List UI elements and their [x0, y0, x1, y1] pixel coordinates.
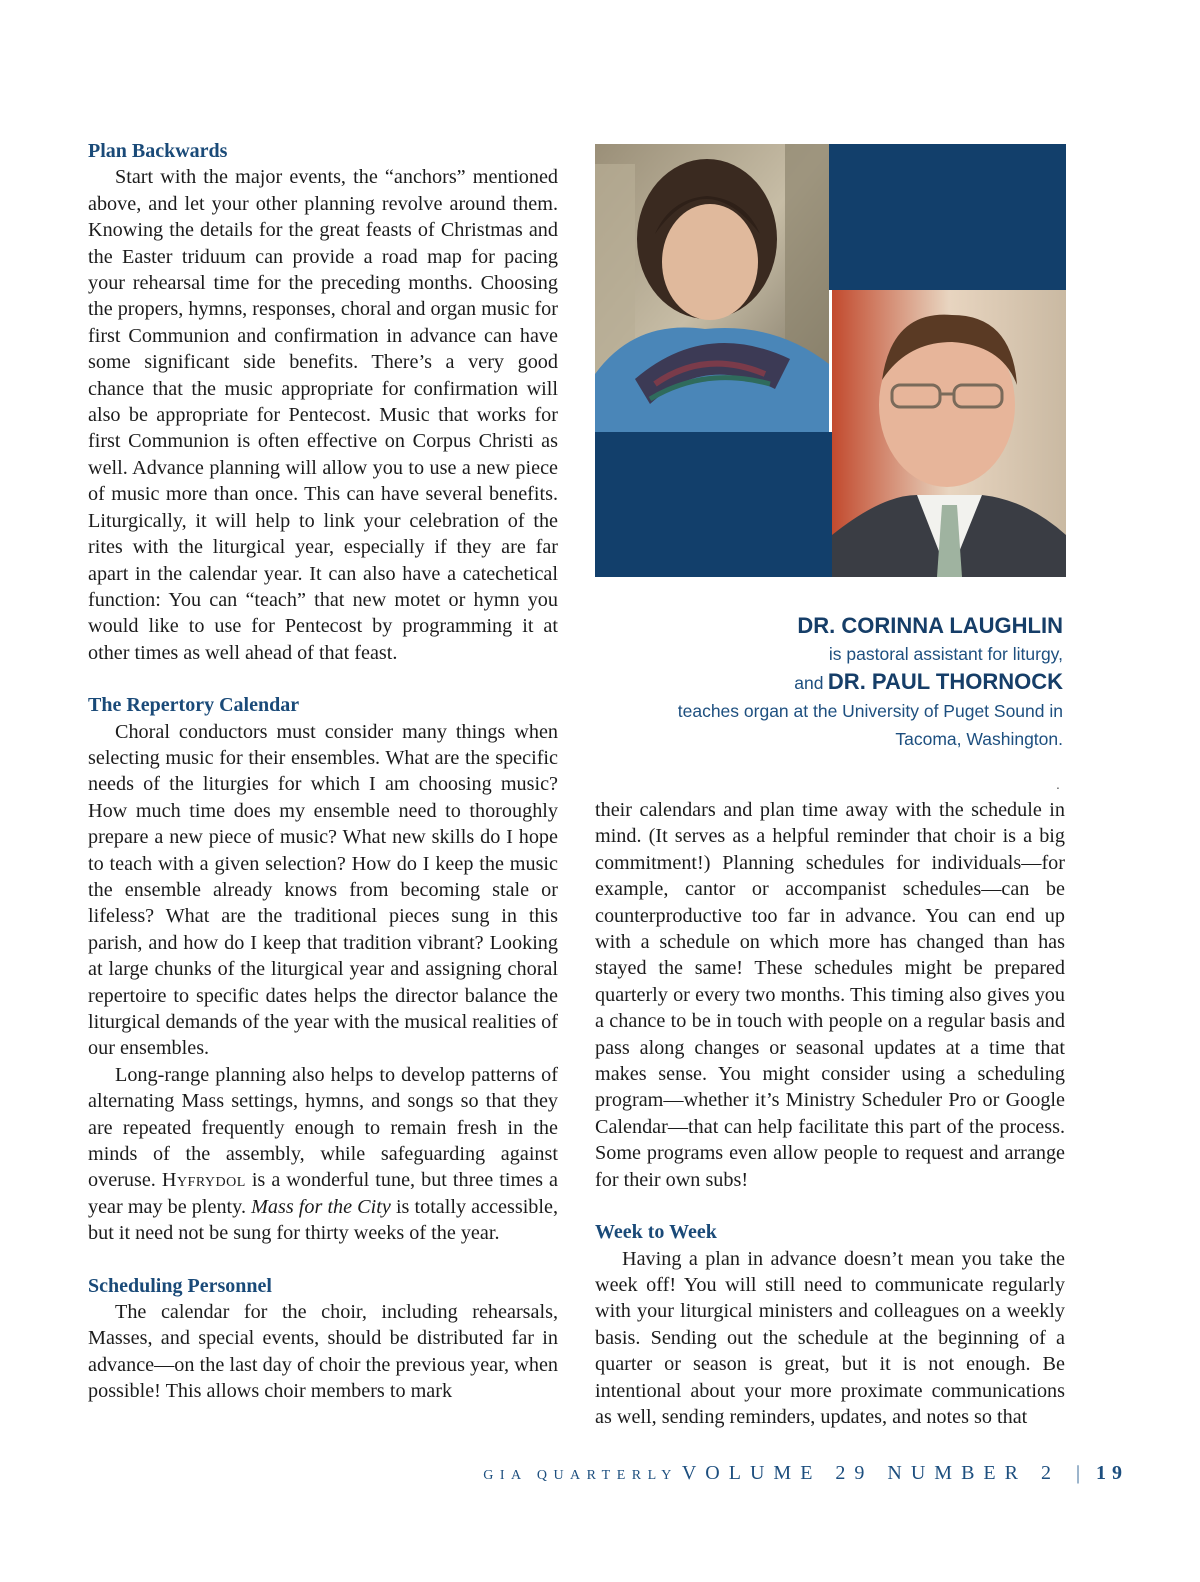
paragraph-text: is a wonderful tune, but three times a year may be plenty. [88, 1169, 559, 1218]
paragraph [88, 1062, 558, 1247]
page-footer [483, 1462, 1128, 1485]
blue-block-bottom-left [595, 432, 832, 577]
section-heading-repertory-calendar: The Repertory Calendar [88, 694, 300, 717]
tune-name: Hyfrydol [161, 1169, 246, 1192]
paragraph-text: Long-range planning also helps to develop patterns of alternating Mass settings, hymns, and songs so that they are repeated frequently enough to remain fresh in the minds of the assembly, while safeguarding against overuse. [88, 1063, 558, 1192]
author-role-1: is pastoral assistant for liturgy, [828, 644, 1063, 664]
volume-number: VOLUME 29 NUMBER 2 [681, 1462, 1060, 1484]
author-name-1: DR. CORINNA LAUGHLIN [797, 613, 1063, 638]
work-title: Mass for the City [251, 1195, 391, 1218]
photo-corinna-laughlin [595, 144, 829, 432]
paragraph: Start with the major events, the “anchors” mentioned above, and let your other planning revolve around them. Knowing the details for the great feasts of Christmas and the Easter triduum can provide a road map for pacing your rehearsal time for the preceding months. Choosing the propers, hymns, responses, choral and organ music for first Communion and confirmation in advance can have some significant side benefits. There’s a very good chance that the music appropriate for confirmation will also be appropriate for Pentecost. Music that works for first Communion is often effective on Corpus Christi as well. Advance planning will allow you to use a new piece of music more than once. This can have several benefits. Liturgically, it will help to link your celebration of the rites with the liturgical year, especially if they are far apart in the calendar year. It can also have a catechetical function: You can “teach” that new motet or hymn you would like to use for Pentecost by programming it at other times as well ahead of that feast. [88, 166, 558, 664]
section-heading-plan-backwards: Plan Backwards [88, 140, 228, 162]
paragraph: The calendar for the choir, including rehearsals, Masses, and special events, should be distributed far in advance—on the last day of choir the previous year, when possible! This allows choir members to mark [88, 1301, 558, 1403]
publication-name: GIA QUARTERLY [483, 1468, 678, 1483]
stray-dot: . [1056, 776, 1060, 792]
right-column [595, 797, 1065, 1430]
author-role-2-cont: Tacoma, Washington. [895, 729, 1063, 749]
section-heading-week-to-week: Week to Week [595, 1221, 717, 1244]
paragraph-text: is totally accessible, but it need not be sung for thirty weeks of the year. [88, 1195, 559, 1245]
caption-and: and [794, 673, 824, 693]
author-caption [503, 612, 1063, 753]
author-name-2: DR. PAUL THORNOCK [827, 669, 1063, 694]
paragraph: Having a plan in advance doesn’t mean you take the week off! You will still need to communicate regularly with your liturgical ministers and colleagues on a weekly basis. Sending out the schedule at the beginning of a quarter or season is great, but it is not enough. Be intentional about your more proximate communications as well, sending reminders, updates, and notes so that [595, 1247, 1065, 1428]
author-role-2: teaches organ at the University of Puget Sound in [677, 701, 1063, 721]
blue-block-top-right [829, 144, 1066, 290]
author-photos [595, 144, 1066, 577]
paragraph: Choral conductors must consider many things when selecting music for their ensembles. What are the specific needs of the liturgies for which I am choosing music? How much time does my ensemble need to thoroughly prepare a new piece of music? What new skills do I hope to teach with a given selection? How do I keep the music the ensemble already knows from becoming stale or lifeless? What are the traditional pieces sung in this parish, and how do I keep that tradition vibrant? Looking at large chunks of the liturgical year and assigning choral repertoire to specific dates helps the director balance the liturgical demands of the year with the musical realities of our ensembles. [88, 720, 558, 1060]
photo-paul-thornock [832, 290, 1066, 577]
section-heading-scheduling-personnel: Scheduling Personnel [88, 1274, 272, 1297]
paragraph-continuation: their calendars and plan time away with the schedule in mind. (It serves as a helpful reminder that choir is a big commitment!) Planning schedules for individuals—for example, cantor or accompanist schedules—can be counterproductive too far in advance. You can end up with a schedule on which more has changed than has stayed the same! These schedules might be prepared quarterly or every two months. This timing also gives you a chance to be in touch with people on a regular basis and pass along changes or seasonal updates at a time that makes sense. You might consider using a scheduling program—whether it’s Ministry Scheduler Pro or Google Calendar—that can help facilitate this part of the process. Some programs even allow people to request and arrange for their own subs! [595, 799, 1065, 1191]
left-column [88, 138, 558, 1405]
footer-separator: | [1075, 1462, 1080, 1484]
page-number: 19 [1096, 1462, 1128, 1484]
